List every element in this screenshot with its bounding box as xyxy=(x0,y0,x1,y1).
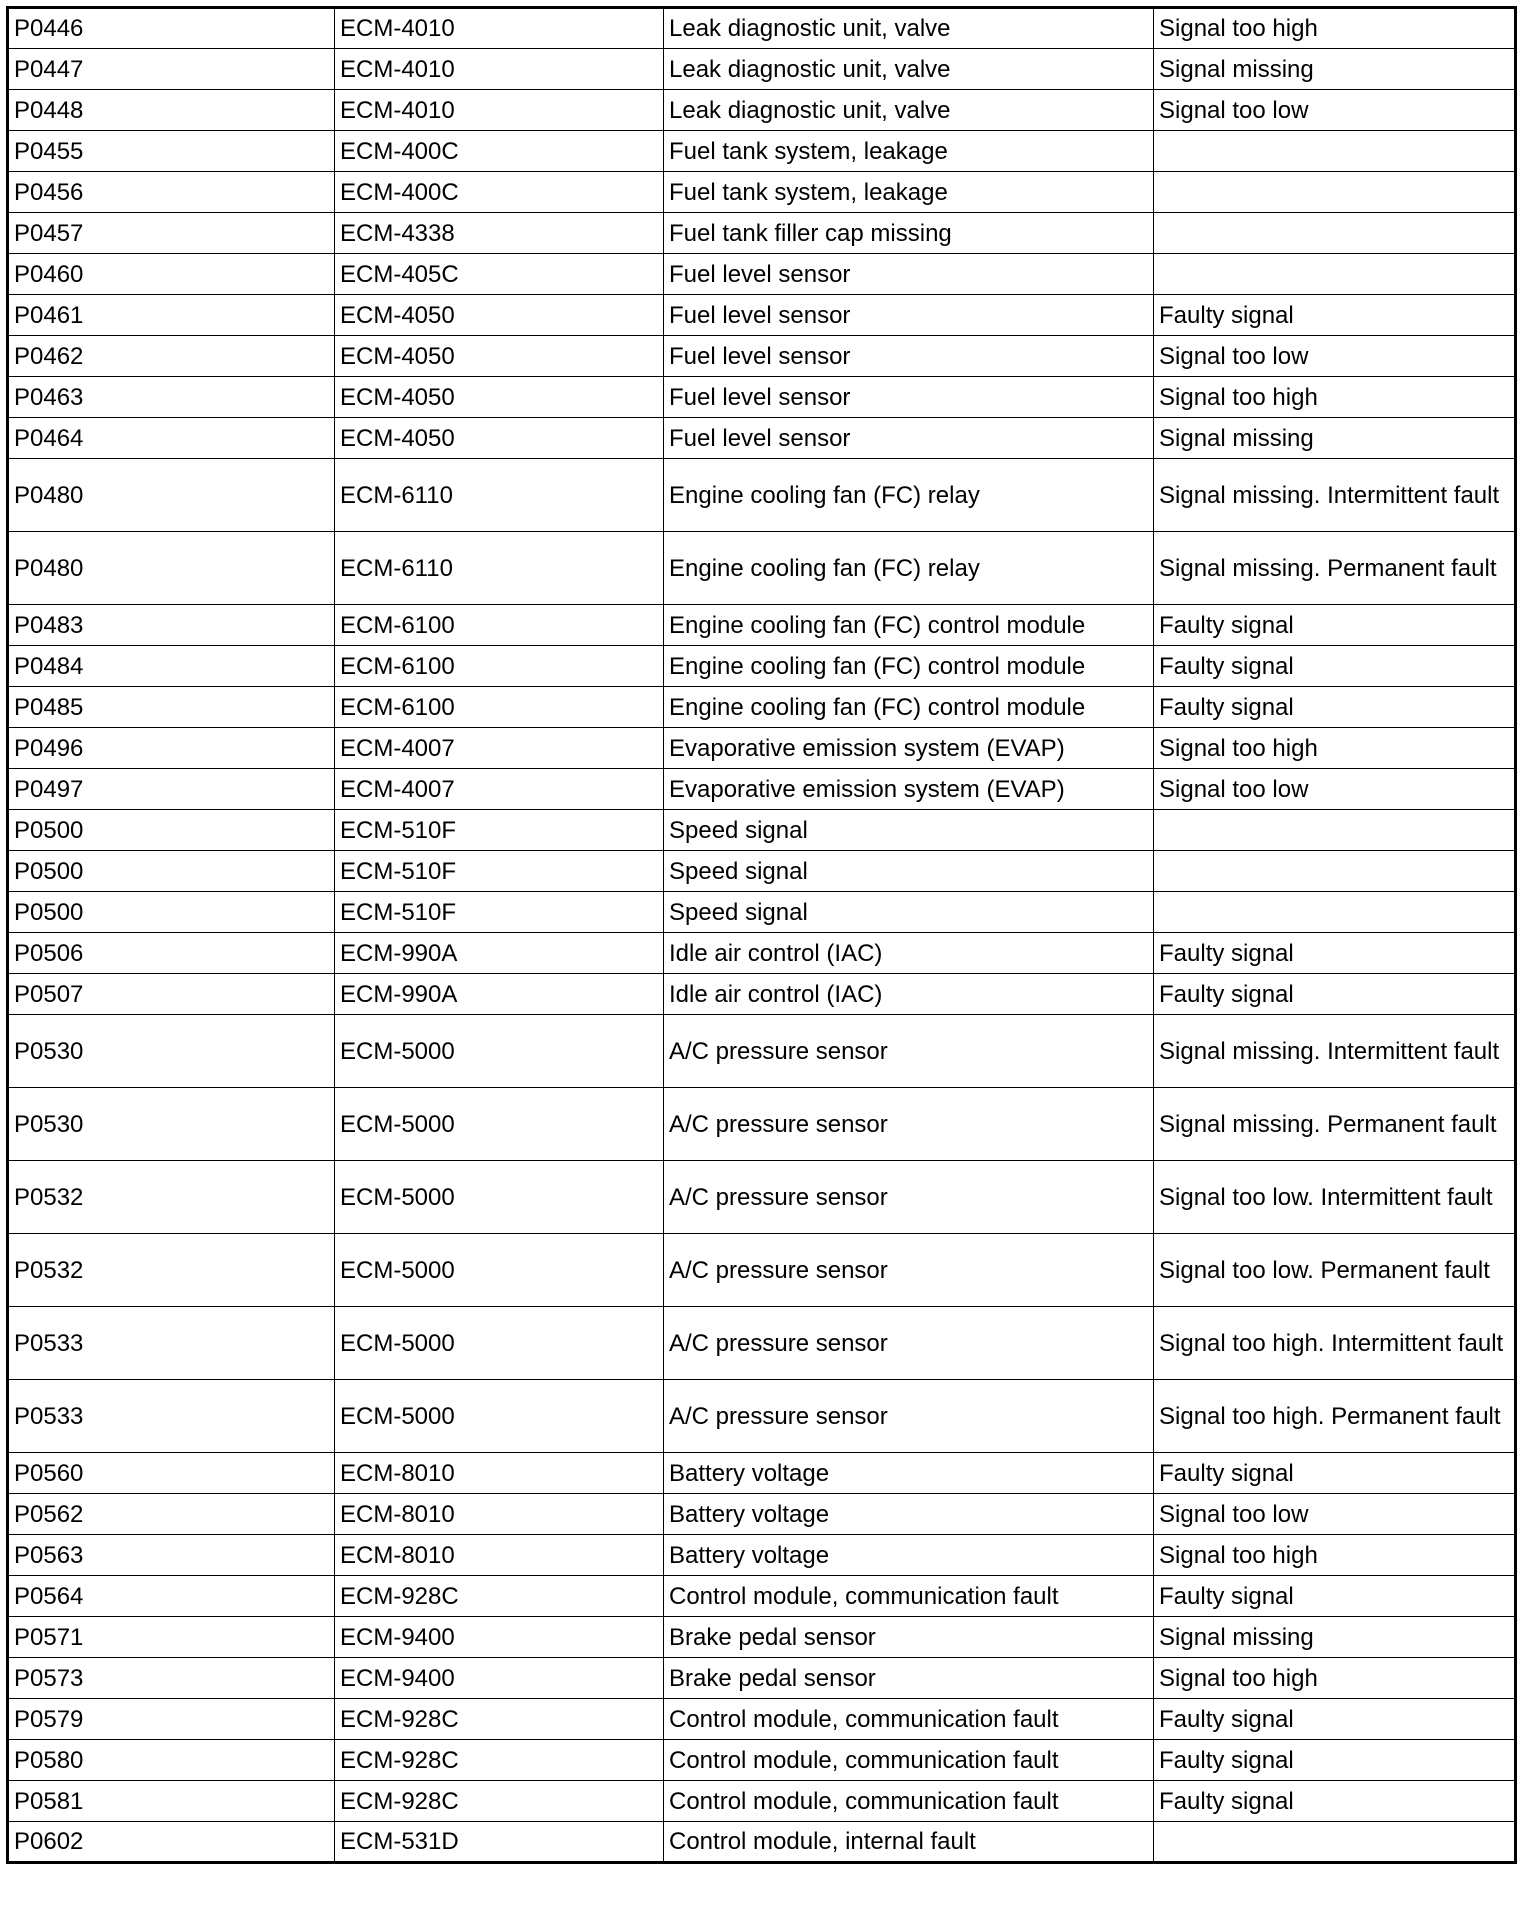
component-cell: Control module, communication fault xyxy=(664,1699,1154,1740)
code-cell: P0500 xyxy=(8,851,335,892)
fault-type-cell: Faulty signal xyxy=(1154,933,1516,974)
module-cell: ECM-6100 xyxy=(335,605,664,646)
fault-type-cell: Faulty signal xyxy=(1154,1740,1516,1781)
code-cell: P0530 xyxy=(8,1015,335,1088)
code-cell: P0484 xyxy=(8,646,335,687)
diagnostic-trouble-code-table xyxy=(6,6,1517,1864)
code-cell: P0448 xyxy=(8,90,335,131)
fault-type-cell xyxy=(1154,254,1516,295)
component-cell: Brake pedal sensor xyxy=(664,1658,1154,1699)
fault-type-cell: Signal too low xyxy=(1154,1494,1516,1535)
module-cell: ECM-928C xyxy=(335,1781,664,1822)
table-row xyxy=(8,459,1516,532)
table-row xyxy=(8,1015,1516,1088)
code-cell: P0564 xyxy=(8,1576,335,1617)
component-cell: Engine cooling fan (FC) control module xyxy=(664,605,1154,646)
code-cell: P0464 xyxy=(8,418,335,459)
fault-type-cell: Signal too high xyxy=(1154,1535,1516,1576)
fault-type-cell xyxy=(1154,892,1516,933)
code-cell: P0455 xyxy=(8,131,335,172)
table-row xyxy=(8,1161,1516,1234)
fault-type-cell: Signal missing xyxy=(1154,49,1516,90)
component-cell: Speed signal xyxy=(664,810,1154,851)
code-cell: P0573 xyxy=(8,1658,335,1699)
table-row xyxy=(8,605,1516,646)
table-row xyxy=(8,1453,1516,1494)
table-row xyxy=(8,933,1516,974)
code-cell: P0532 xyxy=(8,1161,335,1234)
table-row xyxy=(8,8,1516,49)
fault-type-cell xyxy=(1154,810,1516,851)
module-cell: ECM-4010 xyxy=(335,90,664,131)
component-cell: Engine cooling fan (FC) relay xyxy=(664,532,1154,605)
code-cell: P0480 xyxy=(8,532,335,605)
code-cell: P0533 xyxy=(8,1380,335,1453)
component-cell: Battery voltage xyxy=(664,1494,1154,1535)
component-cell: Evaporative emission system (EVAP) xyxy=(664,769,1154,810)
code-cell: P0446 xyxy=(8,8,335,49)
module-cell: ECM-4050 xyxy=(335,377,664,418)
component-cell: Engine cooling fan (FC) control module xyxy=(664,687,1154,728)
fault-type-cell: Faulty signal xyxy=(1154,1781,1516,1822)
table-row xyxy=(8,974,1516,1015)
table-row xyxy=(8,1494,1516,1535)
component-cell: Fuel level sensor xyxy=(664,418,1154,459)
table-row xyxy=(8,728,1516,769)
module-cell: ECM-4010 xyxy=(335,49,664,90)
module-cell: ECM-4050 xyxy=(335,418,664,459)
module-cell: ECM-8010 xyxy=(335,1535,664,1576)
code-cell: P0500 xyxy=(8,892,335,933)
module-cell: ECM-6100 xyxy=(335,646,664,687)
code-cell: P0579 xyxy=(8,1699,335,1740)
module-cell: ECM-4007 xyxy=(335,769,664,810)
fault-type-cell xyxy=(1154,851,1516,892)
component-cell: A/C pressure sensor xyxy=(664,1307,1154,1380)
module-cell: ECM-928C xyxy=(335,1699,664,1740)
module-cell: ECM-9400 xyxy=(335,1658,664,1699)
module-cell: ECM-4050 xyxy=(335,336,664,377)
module-cell: ECM-990A xyxy=(335,974,664,1015)
code-cell: P0496 xyxy=(8,728,335,769)
module-cell: ECM-5000 xyxy=(335,1088,664,1161)
code-cell: P0507 xyxy=(8,974,335,1015)
table-row xyxy=(8,687,1516,728)
table-row xyxy=(8,377,1516,418)
module-cell: ECM-6110 xyxy=(335,532,664,605)
fault-type-cell: Faulty signal xyxy=(1154,1453,1516,1494)
component-cell: A/C pressure sensor xyxy=(664,1015,1154,1088)
component-cell: Idle air control (IAC) xyxy=(664,974,1154,1015)
table-row xyxy=(8,295,1516,336)
component-cell: Battery voltage xyxy=(664,1535,1154,1576)
module-cell: ECM-9400 xyxy=(335,1617,664,1658)
module-cell: ECM-5000 xyxy=(335,1307,664,1380)
table-row xyxy=(8,532,1516,605)
code-cell: P0457 xyxy=(8,213,335,254)
fault-type-cell: Faulty signal xyxy=(1154,646,1516,687)
fault-type-cell: Signal too high xyxy=(1154,1658,1516,1699)
code-cell: P0483 xyxy=(8,605,335,646)
module-cell: ECM-510F xyxy=(335,892,664,933)
module-cell: ECM-531D xyxy=(335,1822,664,1863)
module-cell: ECM-990A xyxy=(335,933,664,974)
code-cell: P0485 xyxy=(8,687,335,728)
table-row xyxy=(8,1307,1516,1380)
module-cell: ECM-510F xyxy=(335,810,664,851)
fault-type-cell: Faulty signal xyxy=(1154,295,1516,336)
table-row xyxy=(8,1576,1516,1617)
component-cell: Fuel tank system, leakage xyxy=(664,131,1154,172)
fault-type-cell: Signal too high. Intermittent fault xyxy=(1154,1307,1516,1380)
fault-type-cell: Signal too low xyxy=(1154,769,1516,810)
document-page xyxy=(6,6,1514,1864)
module-cell: ECM-510F xyxy=(335,851,664,892)
component-cell: Fuel level sensor xyxy=(664,295,1154,336)
fault-type-cell: Signal too low xyxy=(1154,336,1516,377)
component-cell: A/C pressure sensor xyxy=(664,1161,1154,1234)
module-cell: ECM-5000 xyxy=(335,1234,664,1307)
component-cell: Leak diagnostic unit, valve xyxy=(664,8,1154,49)
table-row xyxy=(8,1088,1516,1161)
component-cell: Leak diagnostic unit, valve xyxy=(664,49,1154,90)
module-cell: ECM-405C xyxy=(335,254,664,295)
module-cell: ECM-6110 xyxy=(335,459,664,532)
table-row xyxy=(8,213,1516,254)
component-cell: Fuel level sensor xyxy=(664,336,1154,377)
table-row xyxy=(8,336,1516,377)
code-cell: P0602 xyxy=(8,1822,335,1863)
table-row xyxy=(8,851,1516,892)
code-cell: P0497 xyxy=(8,769,335,810)
module-cell: ECM-928C xyxy=(335,1576,664,1617)
component-cell: Leak diagnostic unit, valve xyxy=(664,90,1154,131)
fault-type-cell: Signal too high xyxy=(1154,377,1516,418)
table-row xyxy=(8,1617,1516,1658)
module-cell: ECM-928C xyxy=(335,1740,664,1781)
table-row xyxy=(8,1380,1516,1453)
code-cell: P0560 xyxy=(8,1453,335,1494)
fault-type-cell xyxy=(1154,172,1516,213)
component-cell: Speed signal xyxy=(664,851,1154,892)
fault-type-cell: Signal too low xyxy=(1154,90,1516,131)
component-cell: Idle air control (IAC) xyxy=(664,933,1154,974)
code-cell: P0563 xyxy=(8,1535,335,1576)
component-cell: Brake pedal sensor xyxy=(664,1617,1154,1658)
table-row xyxy=(8,646,1516,687)
component-cell: Engine cooling fan (FC) relay xyxy=(664,459,1154,532)
fault-type-cell: Signal too low. Permanent fault xyxy=(1154,1234,1516,1307)
component-cell: Engine cooling fan (FC) control module xyxy=(664,646,1154,687)
component-cell: Battery voltage xyxy=(664,1453,1154,1494)
fault-type-cell xyxy=(1154,213,1516,254)
module-cell: ECM-400C xyxy=(335,172,664,213)
code-cell: P0571 xyxy=(8,1617,335,1658)
table-row xyxy=(8,1822,1516,1863)
table-row xyxy=(8,892,1516,933)
component-cell: A/C pressure sensor xyxy=(664,1234,1154,1307)
component-cell: Fuel level sensor xyxy=(664,377,1154,418)
table-row xyxy=(8,90,1516,131)
fault-type-cell xyxy=(1154,1822,1516,1863)
module-cell: ECM-8010 xyxy=(335,1494,664,1535)
fault-type-cell: Signal missing. Intermittent fault xyxy=(1154,1015,1516,1088)
component-cell: Speed signal xyxy=(664,892,1154,933)
fault-type-cell: Signal too low. Intermittent fault xyxy=(1154,1161,1516,1234)
module-cell: ECM-4010 xyxy=(335,8,664,49)
module-cell: ECM-4050 xyxy=(335,295,664,336)
module-cell: ECM-5000 xyxy=(335,1380,664,1453)
table-row xyxy=(8,49,1516,90)
fault-type-cell: Faulty signal xyxy=(1154,605,1516,646)
code-cell: P0456 xyxy=(8,172,335,213)
fault-type-cell: Signal missing xyxy=(1154,418,1516,459)
code-cell: P0581 xyxy=(8,1781,335,1822)
table-row xyxy=(8,418,1516,459)
component-cell: Evaporative emission system (EVAP) xyxy=(664,728,1154,769)
code-cell: P0480 xyxy=(8,459,335,532)
fault-type-cell: Signal too high xyxy=(1154,8,1516,49)
table-row xyxy=(8,1234,1516,1307)
code-cell: P0532 xyxy=(8,1234,335,1307)
component-cell: Control module, communication fault xyxy=(664,1740,1154,1781)
table-row xyxy=(8,1658,1516,1699)
code-cell: P0506 xyxy=(8,933,335,974)
code-cell: P0580 xyxy=(8,1740,335,1781)
module-cell: ECM-5000 xyxy=(335,1015,664,1088)
fault-type-cell: Faulty signal xyxy=(1154,687,1516,728)
code-cell: P0461 xyxy=(8,295,335,336)
fault-type-cell: Signal too high. Permanent fault xyxy=(1154,1380,1516,1453)
component-cell: A/C pressure sensor xyxy=(664,1088,1154,1161)
component-cell: Fuel tank system, leakage xyxy=(664,172,1154,213)
fault-type-cell: Signal missing. Permanent fault xyxy=(1154,1088,1516,1161)
module-cell: ECM-8010 xyxy=(335,1453,664,1494)
module-cell: ECM-5000 xyxy=(335,1161,664,1234)
code-cell: P0447 xyxy=(8,49,335,90)
module-cell: ECM-4007 xyxy=(335,728,664,769)
table-row xyxy=(8,810,1516,851)
fault-type-cell xyxy=(1154,131,1516,172)
table-row xyxy=(8,131,1516,172)
code-cell: P0533 xyxy=(8,1307,335,1380)
component-cell: Fuel tank filler cap missing xyxy=(664,213,1154,254)
component-cell: Control module, internal fault xyxy=(664,1822,1154,1863)
code-cell: P0462 xyxy=(8,336,335,377)
component-cell: Control module, communication fault xyxy=(664,1576,1154,1617)
code-cell: P0460 xyxy=(8,254,335,295)
component-cell: Control module, communication fault xyxy=(664,1781,1154,1822)
table-row xyxy=(8,254,1516,295)
table-body xyxy=(8,8,1516,1863)
fault-type-cell: Signal too high xyxy=(1154,728,1516,769)
code-cell: P0500 xyxy=(8,810,335,851)
fault-type-cell: Signal missing. Intermittent fault xyxy=(1154,459,1516,532)
table-row xyxy=(8,1699,1516,1740)
fault-type-cell: Signal missing xyxy=(1154,1617,1516,1658)
module-cell: ECM-400C xyxy=(335,131,664,172)
table-row xyxy=(8,1535,1516,1576)
component-cell: Fuel level sensor xyxy=(664,254,1154,295)
fault-type-cell: Signal missing. Permanent fault xyxy=(1154,532,1516,605)
table-row xyxy=(8,172,1516,213)
module-cell: ECM-4338 xyxy=(335,213,664,254)
fault-type-cell: Faulty signal xyxy=(1154,974,1516,1015)
code-cell: P0530 xyxy=(8,1088,335,1161)
table-row xyxy=(8,769,1516,810)
fault-type-cell: Faulty signal xyxy=(1154,1699,1516,1740)
code-cell: P0562 xyxy=(8,1494,335,1535)
fault-type-cell: Faulty signal xyxy=(1154,1576,1516,1617)
component-cell: A/C pressure sensor xyxy=(664,1380,1154,1453)
table-row xyxy=(8,1781,1516,1822)
table-row xyxy=(8,1740,1516,1781)
module-cell: ECM-6100 xyxy=(335,687,664,728)
code-cell: P0463 xyxy=(8,377,335,418)
